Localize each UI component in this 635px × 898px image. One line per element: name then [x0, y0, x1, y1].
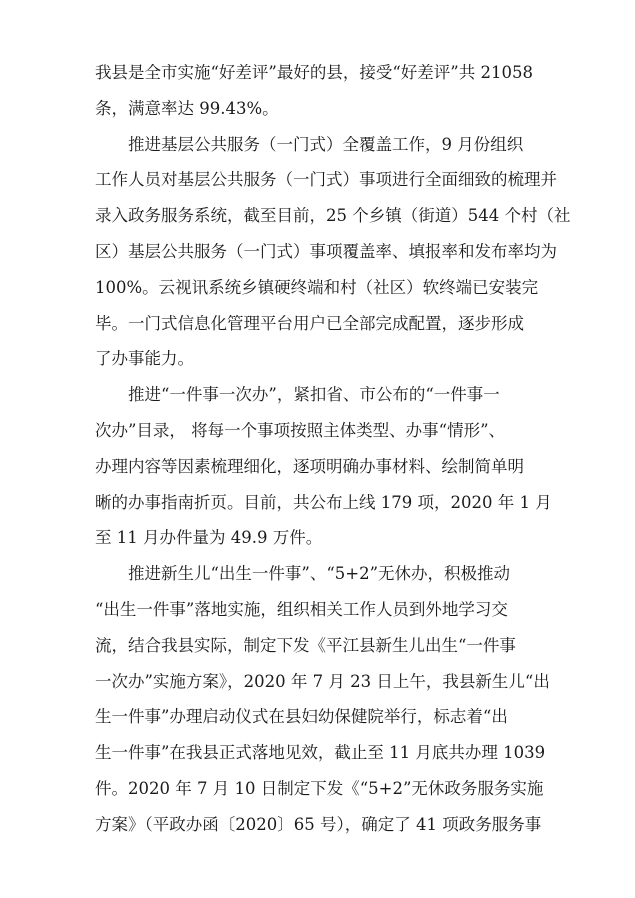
text-line: 100%。云视讯系统乡镇硬终端和村（社区）软终端已安装完	[95, 277, 539, 297]
text-line: 录入政务服务系统，截至目前，25 个乡镇（街道）544 个村（社	[95, 206, 571, 226]
text-line: 方案》（平政办函〔2020〕65 号），确定了 41 项政务服务事	[95, 814, 542, 834]
text-line: “出生一件事”落地实施，组织相关工作人员到外地学习交	[95, 599, 508, 619]
text-line: 了办事能力。	[95, 349, 194, 369]
body-text	[95, 55, 571, 843]
text-line: 流，结合我县实际，制定下发《平江县新生儿出生“一件事	[95, 635, 516, 655]
paragraph-first-line: 推进新生儿“出生一件事”、“5+2”无休办，积极推动	[128, 564, 511, 584]
paragraph-first-line: 推进基层公共服务（一门式）全覆盖工作，9 月份组织	[128, 134, 524, 154]
text-line: 晰的办事指南折页。目前，共公布上线 179 项，2020 年 1 月	[95, 492, 552, 512]
text-line: 至 11 月办件量为 49.9 万件。	[95, 528, 323, 548]
text-line: 条，满意率达 99.43%。	[95, 98, 279, 118]
text-line: 生一件事”在我县正式落地见效，截止至 11 月底共办理 1039	[95, 743, 546, 763]
text-line: 生一件事”办理启动仪式在县妇幼保健院举行，标志着“出	[95, 707, 508, 727]
text-line: 工作人员对基层公共服务（一门式）事项进行全面细致的梳理并	[95, 170, 557, 190]
text-line: 我县是全市实施“好差评”最好的县，接受“好差评”共 21058	[95, 63, 533, 82]
text-line: 件。2020 年 7 月 10 日制定下发《“5+2”无休政务服务实施	[95, 778, 544, 798]
text-line: 区）基层公共服务（一门式）事项覆盖率、填报率和发布率均为	[95, 241, 557, 261]
text-line: 毕。一门式信息化管理平台用户已全部完成配置，逐步形成	[95, 313, 524, 333]
text-line: 次办”目录， 将每一个事项按照主体类型、办事“情形”、	[95, 420, 506, 440]
text-line: 办理内容等因素梳理细化，逐项明确办事材料、绘制简单明	[95, 456, 524, 476]
paragraph-first-line: 推进“一件事一次办”，紧扣省、市公布的“一件事一	[128, 385, 500, 405]
text-line: 一次办”实施方案》，2020 年 7 月 23 日上午，我县新生儿“出	[95, 671, 550, 691]
